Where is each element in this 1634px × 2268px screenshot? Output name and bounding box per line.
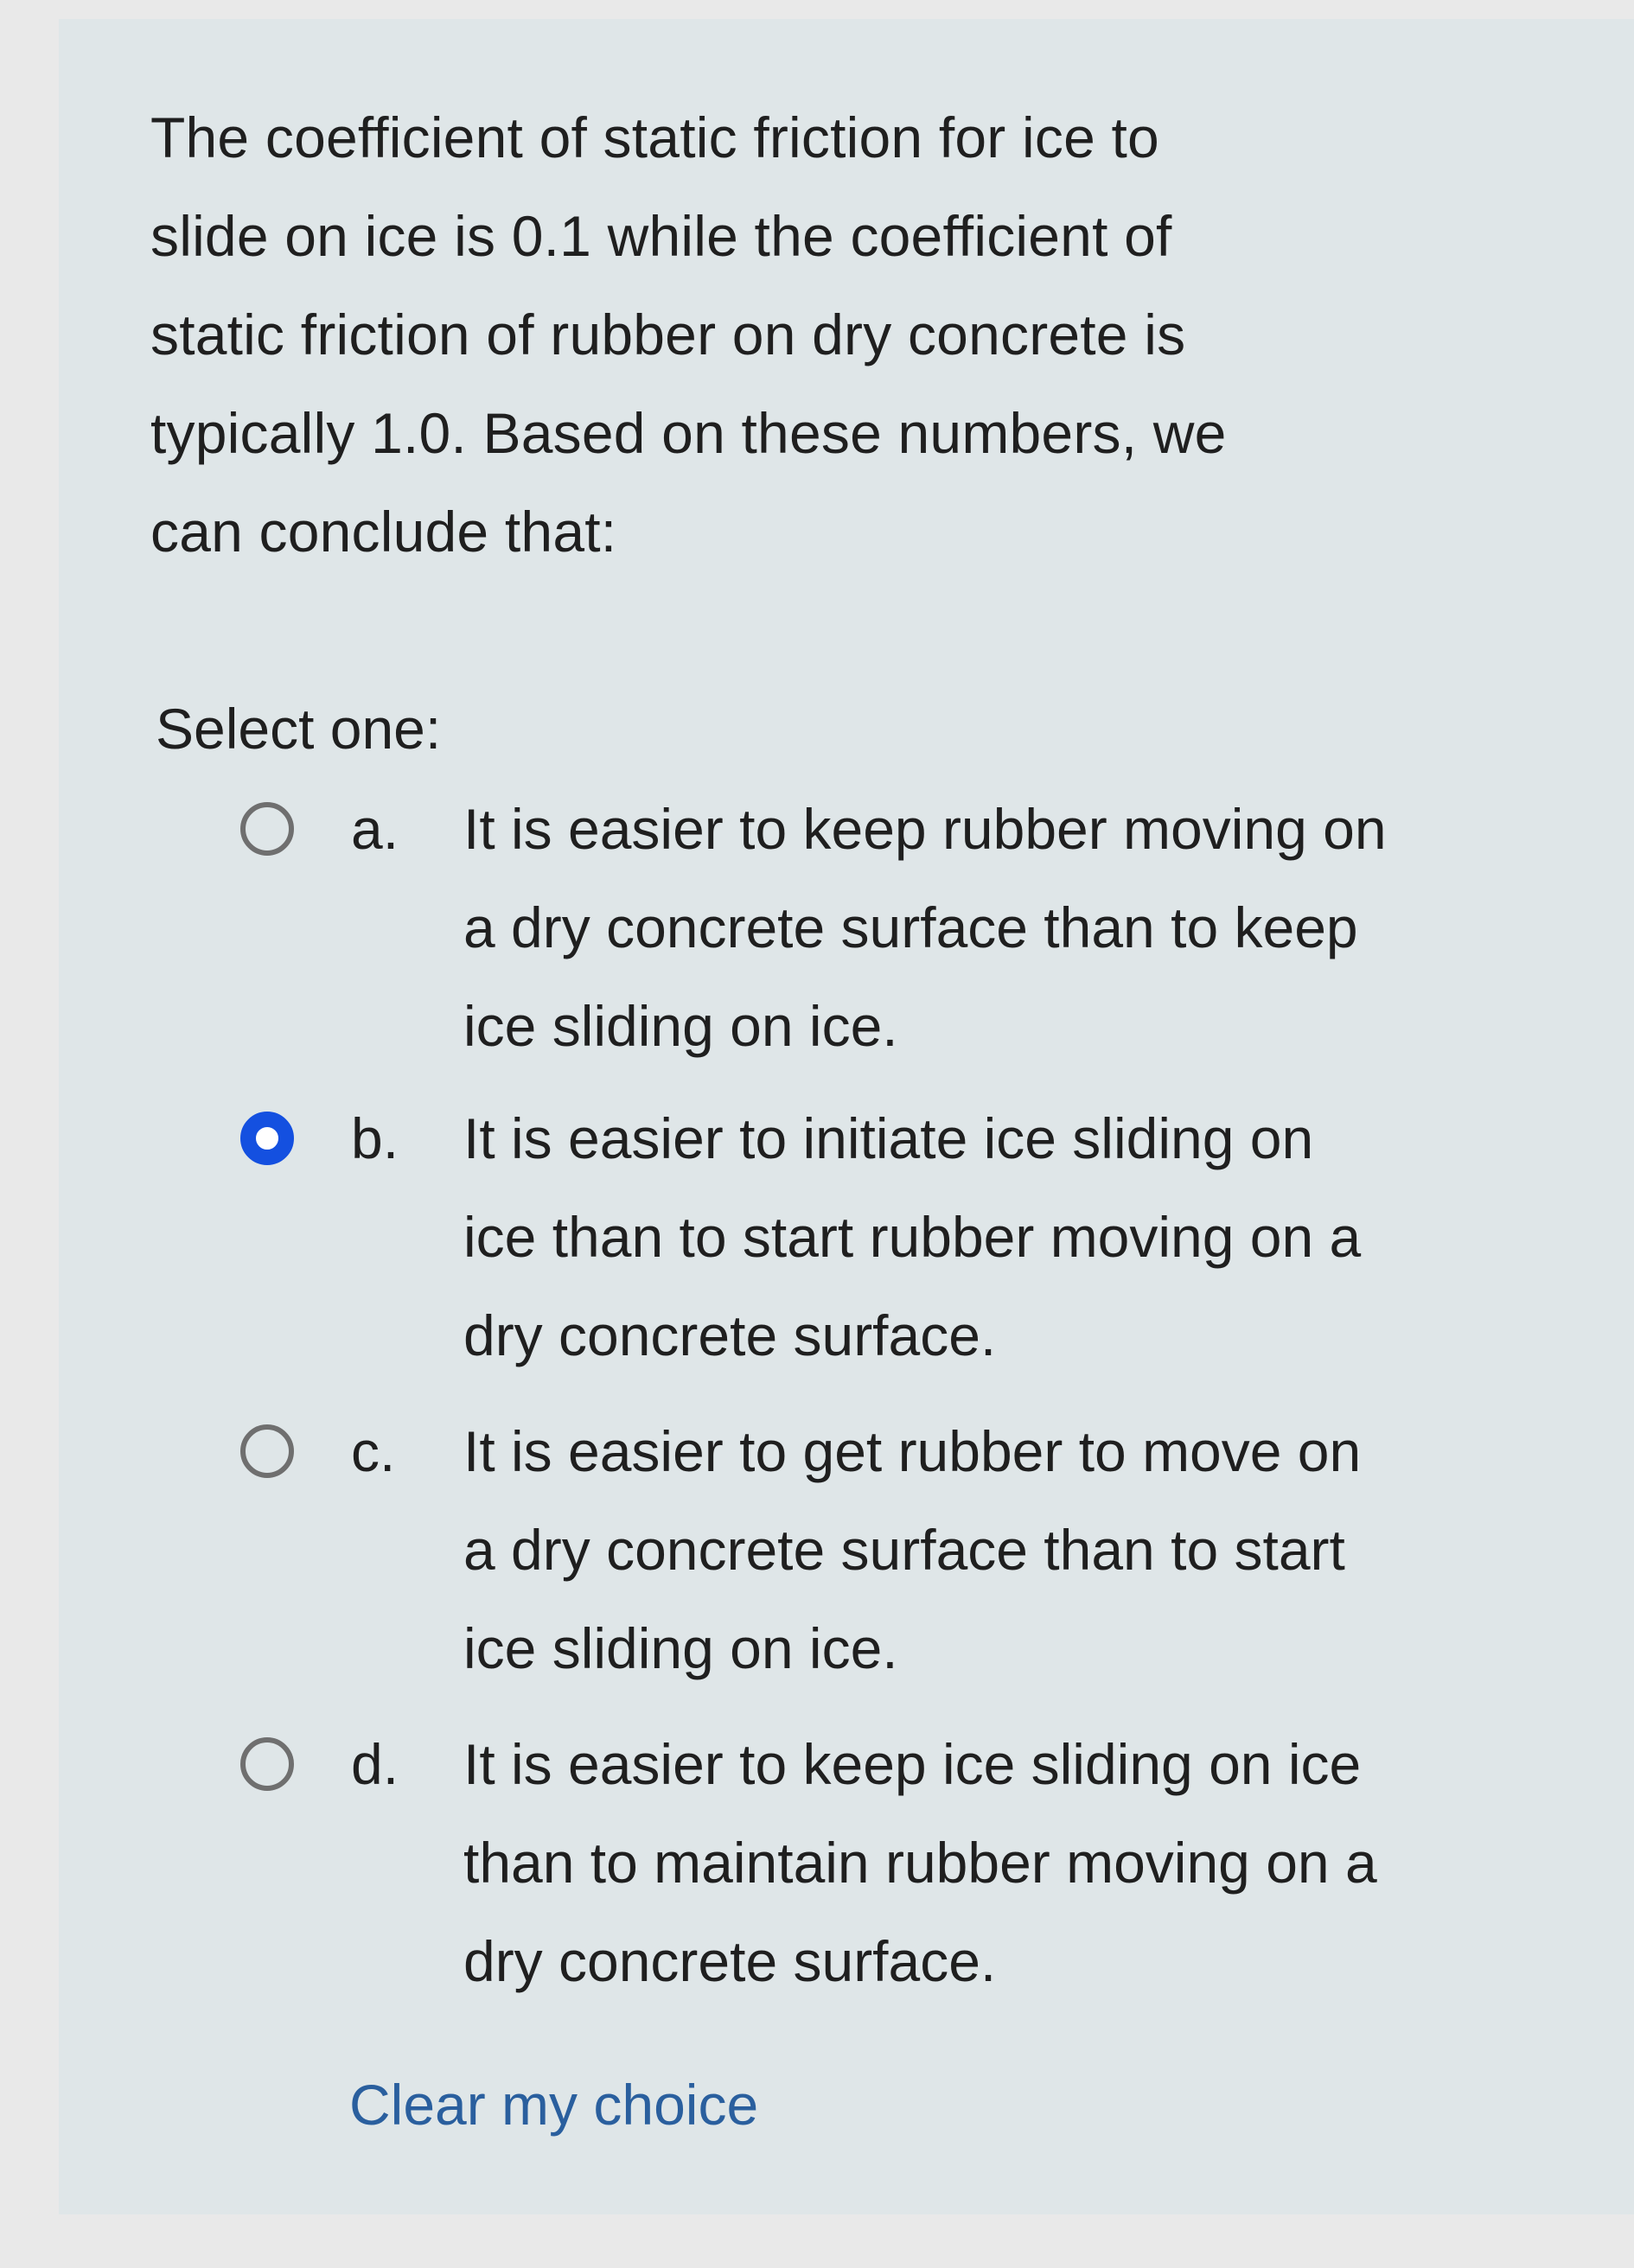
radio-button-a[interactable]: [240, 802, 294, 856]
option-text-a[interactable]: [463, 780, 1605, 1075]
option-text-d[interactable]: [463, 1715, 1605, 2010]
option-line: ice than to start rubber moving on a: [463, 1205, 1362, 1269]
option-letter-b: b.: [351, 1106, 399, 1170]
option-letter-a: a.: [351, 797, 399, 861]
radio-button-c[interactable]: [240, 1424, 294, 1478]
option-line: dry concrete surface.: [463, 1303, 997, 1367]
option-line: than to maintain rubber moving on a: [463, 1831, 1377, 1895]
option-line: It is easier to keep rubber moving on: [463, 797, 1387, 861]
option-line: It is easier to initiate ice sliding on: [463, 1106, 1314, 1170]
question-line: slide on ice is 0.1 while the coefficient of: [150, 204, 1172, 268]
option-letter-c: c.: [351, 1419, 396, 1483]
option-line: It is easier to keep ice sliding on ice: [463, 1732, 1362, 1796]
question-line: The coefficient of static friction for ice to: [150, 105, 1159, 169]
question-text: [150, 88, 1516, 581]
option-line: It is easier to get rubber to move on: [463, 1419, 1362, 1483]
option-line: a dry concrete surface than to start: [463, 1518, 1345, 1582]
question-line: typically 1.0. Based on these numbers, we: [150, 401, 1227, 465]
option-text-c[interactable]: [463, 1402, 1605, 1698]
option-line: ice sliding on ice.: [463, 994, 898, 1058]
question-line: can conclude that:: [150, 500, 617, 564]
option-text-b[interactable]: [463, 1089, 1605, 1385]
option-line: dry concrete surface.: [463, 1929, 997, 1993]
radio-button-b[interactable]: [240, 1112, 294, 1165]
option-line: ice sliding on ice.: [463, 1616, 898, 1680]
option-letter-d: d.: [351, 1732, 399, 1796]
question-card: [59, 19, 1634, 2214]
question-line: static friction of rubber on dry concrete is: [150, 303, 1186, 366]
radio-button-d[interactable]: [240, 1737, 294, 1791]
clear-my-choice-link[interactable]: Clear my choice: [349, 2073, 759, 2137]
option-line: a dry concrete surface than to keep: [463, 895, 1358, 959]
select-one-prompt: Select one:: [156, 697, 442, 761]
